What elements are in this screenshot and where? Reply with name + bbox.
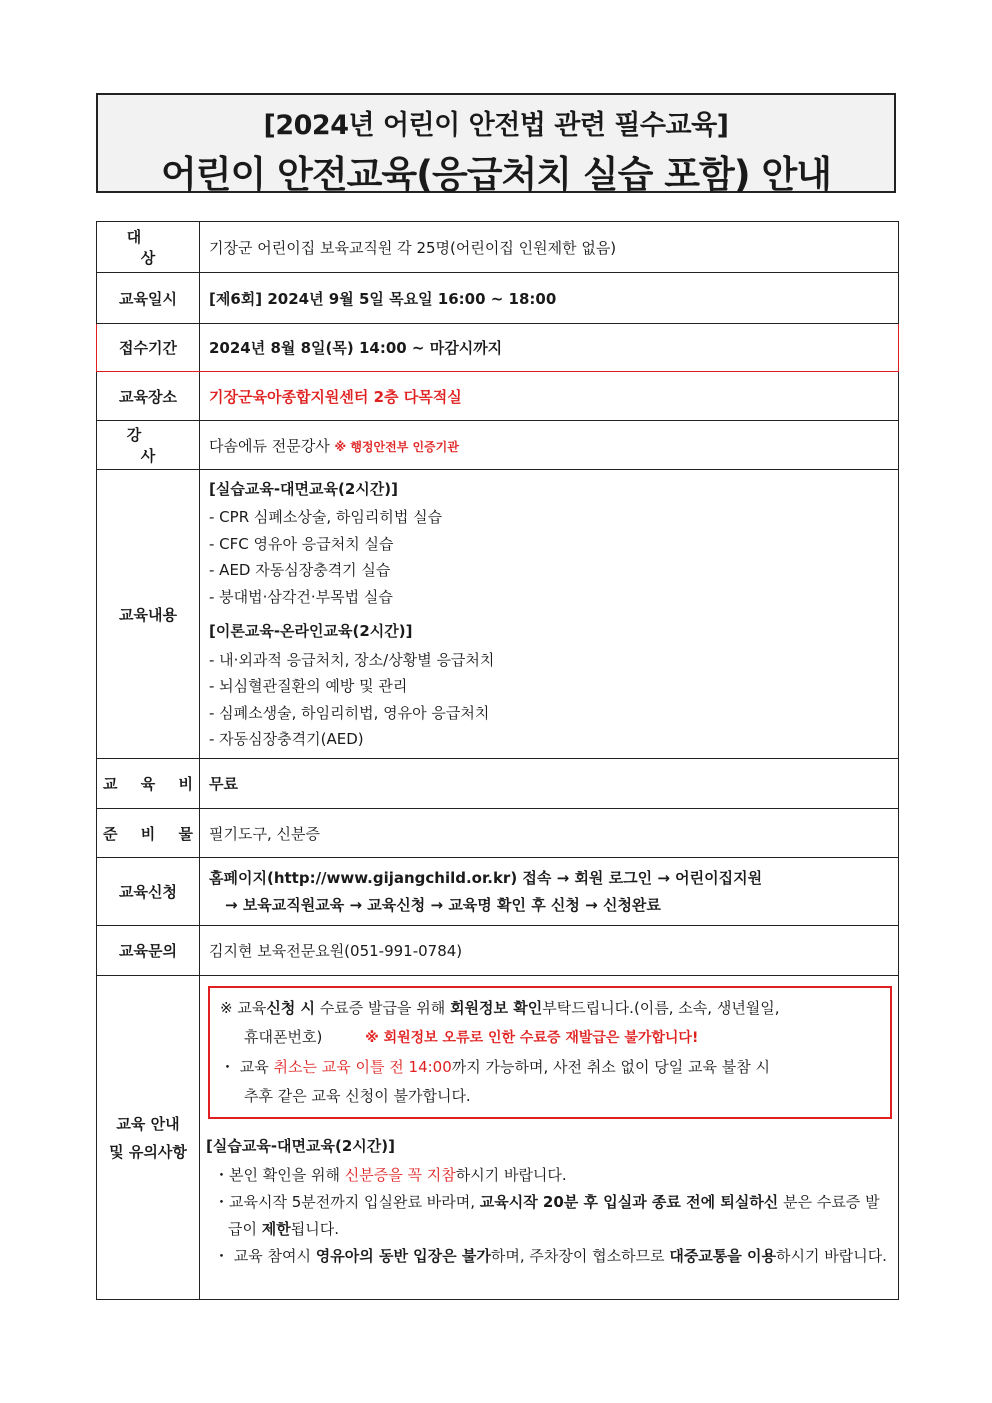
instructor-label: 강 사 (126, 426, 184, 465)
fee-label: 교 육 비 (103, 775, 202, 793)
target-label: 대 상 (126, 228, 184, 267)
arrow-icon: → (430, 895, 444, 914)
materials-label: 준 비 물 (103, 824, 202, 843)
info-table (96, 221, 899, 1300)
notice-1-cont: 휴대폰번호) ※ 회원정보 오류로 인한 수료증 재발급은 불가합니다! (244, 1028, 699, 1046)
list-item: - 내·외과적 응급처치, 장소/상황별 응급처치 (209, 650, 495, 669)
condition-item: ・ 교육 참여시 영유아의 동반 입장은 불가하며, 주차장이 협소하므로 대중교통을 이용하시기 바랍니다. (214, 1247, 887, 1265)
list-item: - 자동심장충격기(AED) (209, 730, 364, 748)
condition-item: ・본인 확인을 위해 신분증을 꼭 지참하시기 바랍니다. (214, 1166, 567, 1184)
arrow-icon: → (349, 895, 363, 914)
list-item: - CPR 심폐소상술, 하임리히법 실습 (209, 508, 443, 526)
notice-2: ・ 교육 취소는 교육 이틀 전 14:00까지 가능하며, 사전 취소 없이 당일 교육 불참 시 (220, 1058, 770, 1076)
conditions-title: [실습교육-대면교육(2시간)] (206, 1137, 395, 1155)
venue-label: 교육장소 (97, 372, 200, 421)
reception-value: 2024년 8월 8일(목) 14:00 ~ 마감시까지 (200, 324, 899, 372)
arrow-icon: → (657, 868, 670, 887)
reception-label: 접수기간 (97, 324, 200, 372)
theory-title: [이론교육-온라인교육(2시간)] (209, 622, 413, 640)
venue-value: 기장군육아종합지원센터 2층 다목적실 (200, 372, 899, 421)
notes-label-2: 및 유의사항 (109, 1142, 187, 1161)
row-content (97, 470, 899, 759)
notice-box (208, 986, 892, 1119)
row-instructor (97, 421, 899, 470)
apply-line-2 (209, 892, 889, 919)
list-item: - 뇌심혈관질환의 예방 및 관리 (209, 677, 408, 695)
list-item: - AED 자동심장충격기 실습 (209, 561, 391, 579)
list-item: - CFC 영유아 응급처치 실습 (209, 534, 394, 553)
row-venue (97, 372, 899, 421)
inquiry-value: 김지현 보육전문요원(051-991-0784) (200, 926, 899, 976)
fee-value: 무료 (200, 759, 899, 809)
apply-step-done: 신청완료 (602, 895, 661, 914)
apply-label: 교육신청 (97, 858, 200, 926)
list-item: - 붕대법·삼각건·부목법 실습 (209, 587, 393, 606)
content-label: 교육내용 (97, 470, 200, 759)
row-apply (97, 858, 899, 926)
practical-title: [실습교육-대면교육(2시간)] (209, 479, 398, 498)
instructor-value: 다솜에듀 전문강사 (209, 436, 330, 455)
arrow-icon: → (585, 895, 598, 914)
row-materials (97, 809, 899, 858)
title-subtitle: [2024년 어린이 안전법 관련 필수교육] (263, 110, 729, 141)
arrow-icon: → (225, 895, 238, 914)
apply-step-staff-edu: 보육교직원교육 (242, 895, 345, 914)
materials-value: 필기도구, 신분증 (200, 809, 899, 858)
row-inquiry (97, 926, 899, 976)
row-datetime (97, 273, 899, 324)
notice-2-cont: 추후 같은 교육 신청이 불가합니다. (244, 1087, 471, 1105)
inquiry-label: 교육문의 (97, 926, 200, 976)
apply-step-apply: 교육신청 (367, 895, 426, 914)
arrow-icon: → (556, 868, 570, 887)
row-notes (97, 976, 899, 1300)
condition-item: ・교육시작 5분전까지 입실완료 바라며, 교육시작 20분 후 입실과 종료 전에 퇴실하신 분은 수료증 발급이 제한됩니다. (214, 1193, 880, 1238)
datetime-label: 교육일시 (97, 273, 200, 324)
notes-label-1: 교육 안내 (116, 1114, 180, 1133)
apply-step-support: 어린이집지원 (675, 868, 763, 887)
title-box (96, 93, 896, 196)
apply-step-login: 회원 로그인 (574, 868, 653, 887)
list-item: - 심폐소생술, 하임리히법, 영유아 응급처치 (209, 703, 490, 722)
page-title: 어린이 안전교육(응급처치 실습 포함) 안내 (161, 153, 831, 196)
apply-step-confirm: 교육명 확인 후 신청 (448, 895, 580, 914)
target-value: 기장군 어린이집 보육교직원 각 25명(어린이집 인원제한 없음) (200, 222, 899, 273)
instructor-note: ※ 행정안전부 인증기관 (334, 439, 459, 454)
row-target (97, 222, 899, 273)
notice-1: ※ 교육신청 시 수료증 발급을 위해 회원정보 확인부탁드립니다.(이름, 소속, 생년월일, (220, 999, 780, 1017)
row-reception (97, 324, 899, 372)
row-fee (97, 759, 899, 809)
apply-line-1 (209, 865, 889, 892)
datetime-value: [제6회] 2024년 9월 5일 목요일 16:00 ~ 18:00 (200, 273, 899, 324)
apply-step-homepage: 홈페이지(http://www.gijangchild.or.kr) 접속 (209, 868, 552, 887)
